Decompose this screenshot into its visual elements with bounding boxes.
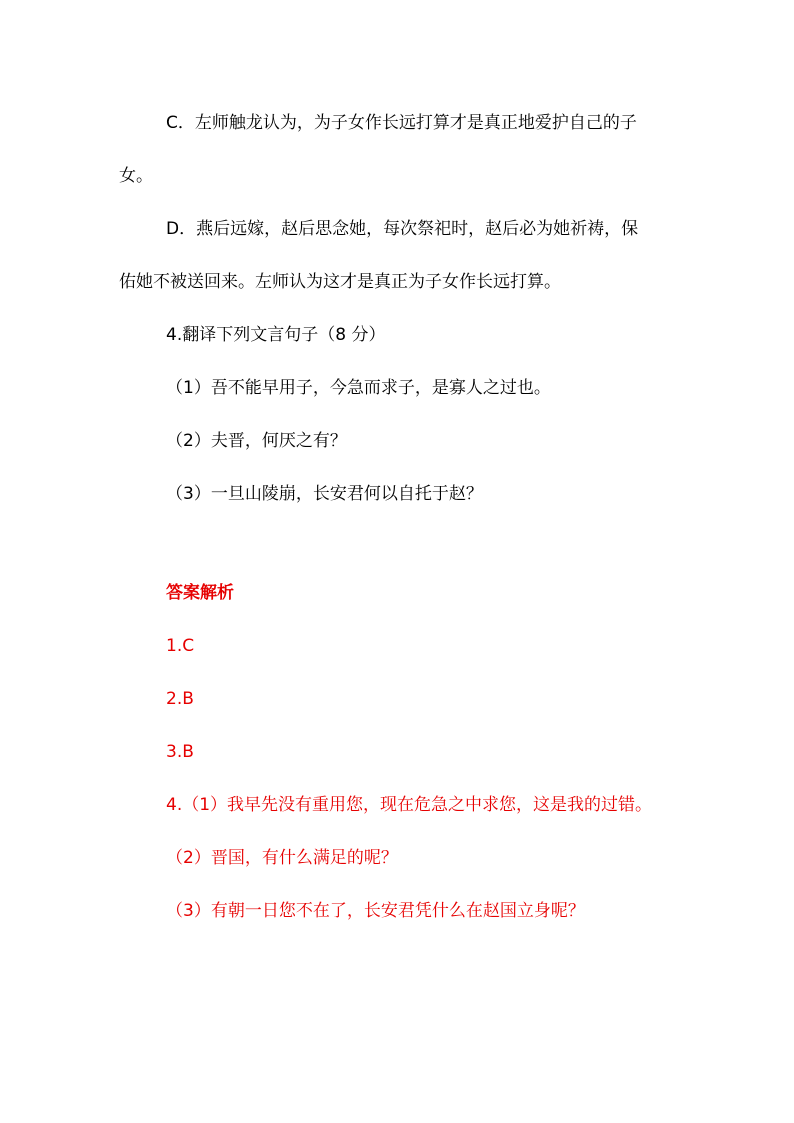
- answer-1: 1.C: [166, 636, 195, 656]
- answer-4-item-3: （3）有朝一日您不在了，长安君凭什么在赵国立身呢？: [166, 901, 585, 921]
- question-4-title: 4.翻译下列文言句子（8 分）: [166, 325, 386, 345]
- question-4-item-1: （1）吾不能早用子，今急而求子，是寡人之过也。: [166, 378, 551, 398]
- answer-4-item-2: （2）晋国，有什么满足的呢？: [166, 848, 398, 868]
- option-c-line1: C．左师触龙认为，为子女作长远打算才是真正地爱护自己的子: [166, 113, 637, 133]
- option-c-line2: 女。: [119, 166, 153, 186]
- answer-4-item-1: 4.（1）我早先没有重用您，现在危急之中求您，这是我的过错。: [166, 795, 653, 815]
- question-4-item-2: （2）夫晋，何厌之有？: [166, 431, 347, 451]
- option-d-line1: D．燕后远嫁，赵后思念她，每次祭祀时，赵后必为她祈祷，保: [166, 219, 639, 239]
- option-d-line2: 佑她不被送回来。左师认为这才是真正为子女作长远打算。: [119, 272, 561, 292]
- answers-heading: 答案解析: [166, 583, 234, 603]
- answer-3: 3.B: [166, 742, 194, 762]
- answer-2: 2.B: [166, 689, 194, 709]
- question-4-item-3: （3）一旦山陵崩，长安君何以自托于赵？: [166, 484, 483, 504]
